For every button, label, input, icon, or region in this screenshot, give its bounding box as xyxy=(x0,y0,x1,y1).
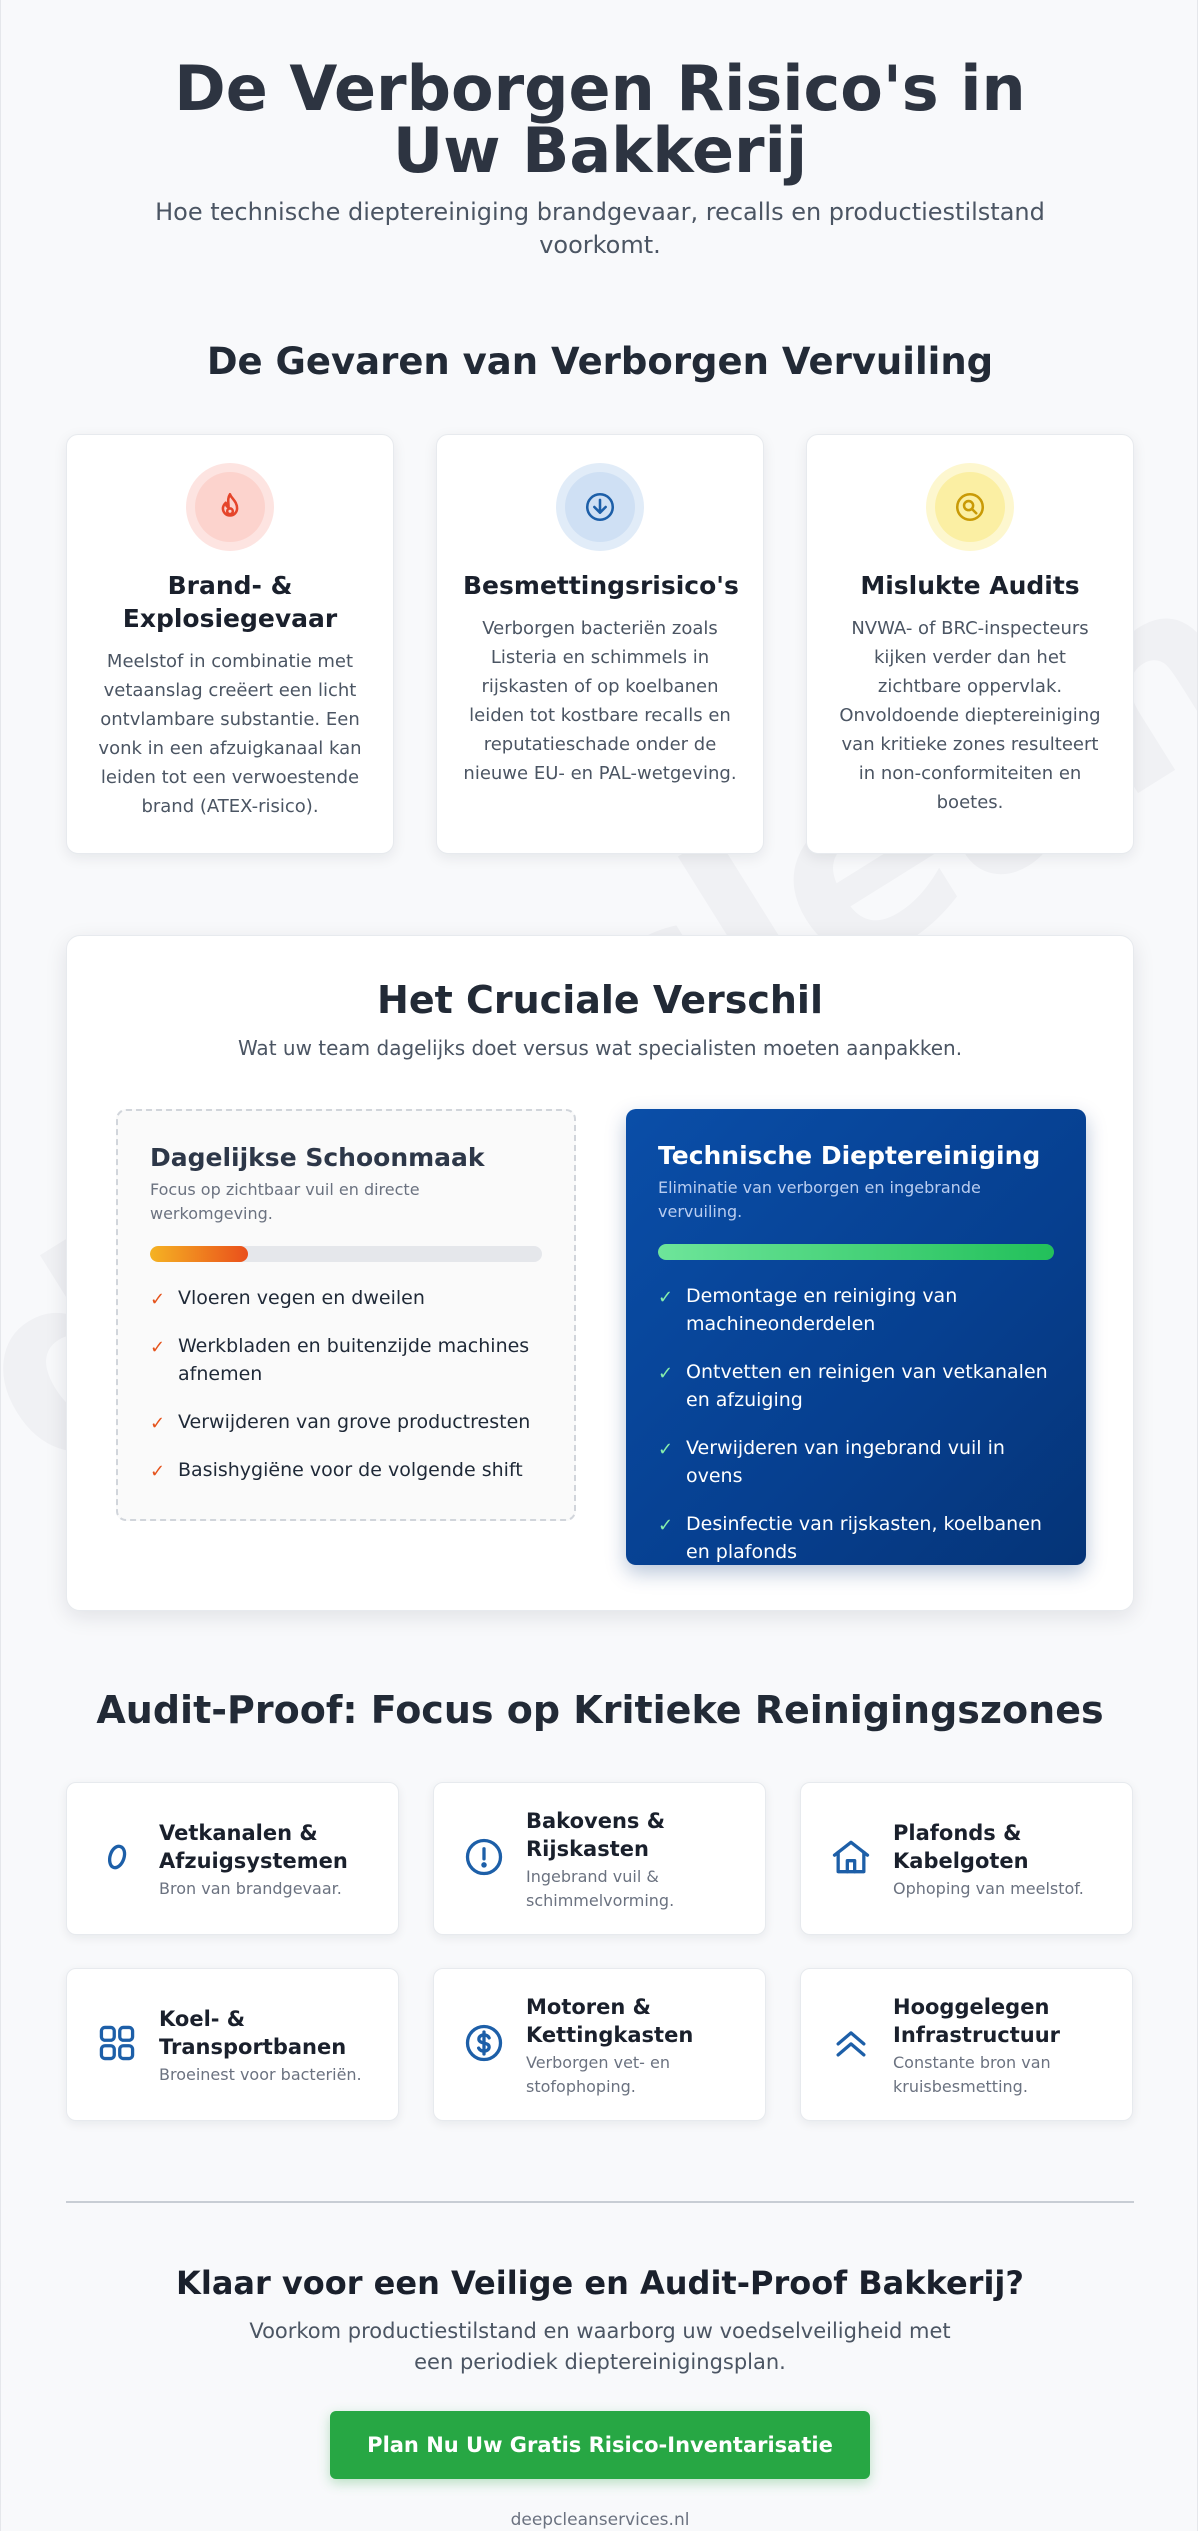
zone-desc: Ophoping van meelstof. xyxy=(893,1878,1084,1898)
magnifier-icon-circle xyxy=(926,463,1014,551)
danger-card-audits xyxy=(806,434,1134,854)
page-title: De Verborgen Risico's in Uw Bakkerij xyxy=(174,52,1026,187)
zone-card-koelbanen xyxy=(66,1968,399,2121)
page-subtitle: Hoe technische dieptereiniging brandgevaar, recalls en productiestilstand voorkomt. xyxy=(155,198,1045,259)
hero xyxy=(1,52,1198,262)
zone-title: Plafonds & Kabelgoten xyxy=(893,1820,1029,1873)
danger-card-title: Mislukte Audits xyxy=(860,571,1080,600)
check-icon: ✓ xyxy=(658,1439,674,1460)
list-item: ✓ Demontage en reiniging van machineonderdelen xyxy=(658,1285,958,1335)
daily-title: Dagelijkse Schoonmaak xyxy=(150,1143,485,1172)
list-item: ✓ Werkbladen en buitenzijde machines afnemen xyxy=(150,1335,530,1385)
deep-desc: Eliminatie van verborgen en ingebrande vervuiling. xyxy=(658,1178,981,1221)
check-icon: ✓ xyxy=(150,1289,166,1310)
cta-title: Klaar voor een Veilige en Audit-Proof Bakkerij? xyxy=(176,2264,1024,2302)
zone-desc: Verborgen vet- en stofophoping. xyxy=(526,2052,671,2096)
check-icon: ✓ xyxy=(658,1515,674,1536)
dangers-title: De Gevaren van Verborgen Vervuiling xyxy=(206,340,994,383)
download-circle-icon xyxy=(583,490,617,524)
deep-title: Technische Dieptereiniging xyxy=(658,1141,1041,1170)
chevrons-up-icon xyxy=(829,2021,873,2065)
zone-card-bakovens xyxy=(433,1782,766,1935)
fire-icon-circle xyxy=(186,463,274,551)
list-item: ✓ Basishygiëne voor de volgende shift xyxy=(150,1456,542,1484)
zone-desc: Ingebrand vuil & schimmelvorming. xyxy=(526,1866,675,1910)
grid-icon xyxy=(95,2021,139,2065)
list-item: ✓ Ontvetten en reinigen van vetkanalen en afzuiging xyxy=(658,1361,1048,1411)
check-icon: ✓ xyxy=(150,1337,166,1358)
list-item: ✓ Desinfectie van rijskasten, koelbanen en plafonds xyxy=(658,1513,1042,1563)
check-icon: ✓ xyxy=(150,1413,166,1434)
difference-subtitle: Wat uw team dagelijks doet versus wat specialisten moeten aanpakken. xyxy=(237,1036,963,1060)
list-item: ✓ Verwijderen van grove productresten xyxy=(150,1408,542,1436)
footer-domain: deepcleanservices.nl xyxy=(510,2510,690,2530)
daily-progress-fill xyxy=(150,1246,248,1262)
daily-cleaning-column xyxy=(116,1109,576,1521)
cta-button[interactable]: Plan Nu Uw Gratis Risico-Inventarisatie xyxy=(330,2411,870,2479)
daily-checklist xyxy=(150,1284,542,1484)
home-icon xyxy=(829,1835,873,1879)
list-item: ✓ Vloeren vegen en dweilen xyxy=(150,1284,542,1312)
danger-card-contamination xyxy=(436,434,764,854)
divider xyxy=(66,2201,1134,2203)
deep-checklist xyxy=(658,1282,1054,1566)
zone-card-motoren xyxy=(433,1968,766,2121)
zone-desc: Constante bron van kruisbesmetting. xyxy=(893,2052,1051,2096)
check-icon: ✓ xyxy=(658,1287,674,1308)
zone-card-vetkanalen xyxy=(66,1782,399,1935)
check-icon: ✓ xyxy=(150,1461,166,1482)
zone-desc: Broeinest voor bacteriën. xyxy=(159,2064,362,2084)
fire-icon xyxy=(213,490,247,524)
drop-icon xyxy=(95,1835,139,1879)
zone-title: Hooggelegen Infrastructuur xyxy=(893,1994,1061,2047)
danger-card-text: Verborgen bacteriën zoals Listeria en schimmels in rijskasten of op koelbanen leiden tot kostbare recalls en reputatieschade onder de nieuwe EU- en PAL-wetgeving. xyxy=(463,618,737,784)
magnifier-icon xyxy=(953,490,987,524)
zone-card-infrastructuur xyxy=(800,1968,1133,2121)
zone-title: Bakovens & Rijskasten xyxy=(526,1808,666,1861)
danger-card-text: Meelstof in combinatie met vetaanslag creëert een licht ontvlambare substantie. Een vonk in een afzuigkanaal kan leiden tot een verwoestende brand (ATEX-risico). xyxy=(98,651,362,817)
difference-section xyxy=(66,935,1134,1611)
zone-title: Koel- & Transportbanen xyxy=(159,2006,347,2059)
daily-desc: Focus op zichtbaar vuil en directe werkomgeving. xyxy=(150,1180,420,1223)
list-item: ✓ Verwijderen van ingebrand vuil in ovens xyxy=(658,1437,1005,1487)
danger-card-fire xyxy=(66,434,394,854)
daily-progress-bar xyxy=(150,1246,542,1262)
danger-card-text: NVWA- of BRC-inspecteurs kijken verder dan het zichtbare oppervlak. Onvoldoende dieptereiniging van kritieke zones resulteert in non-conformiteiten en boetes. xyxy=(839,618,1101,813)
deep-progress-bar xyxy=(658,1244,1054,1260)
zone-title: Motoren & Kettingkasten xyxy=(526,1994,694,2047)
alert-circle-icon xyxy=(462,1835,506,1879)
download-icon-circle xyxy=(556,463,644,551)
dangers-cards xyxy=(66,434,1134,854)
danger-card-title: Besmettingsrisico's xyxy=(463,571,739,600)
zone-card-plafonds xyxy=(800,1782,1133,1935)
zones-title: Audit-Proof: Focus op Kritieke Reinigingszones xyxy=(96,1688,1104,1732)
zone-title: Vetkanalen & Afzuigsystemen xyxy=(159,1820,348,1873)
check-icon: ✓ xyxy=(658,1363,674,1384)
dollar-circle-icon xyxy=(462,2021,506,2065)
deep-cleaning-column xyxy=(626,1109,1086,1565)
difference-title: Het Cruciale Verschil xyxy=(377,978,823,1022)
zone-desc: Bron van brandgevaar. xyxy=(159,1878,342,1898)
deep-progress-fill xyxy=(658,1244,1054,1260)
danger-card-title: Brand- & Explosiegevaar xyxy=(122,571,338,633)
cta-subtitle: Voorkom productiestilstand en waarborg uw voedselveiligheid met een periodiek dieptereinigingsplan. xyxy=(249,2319,951,2374)
